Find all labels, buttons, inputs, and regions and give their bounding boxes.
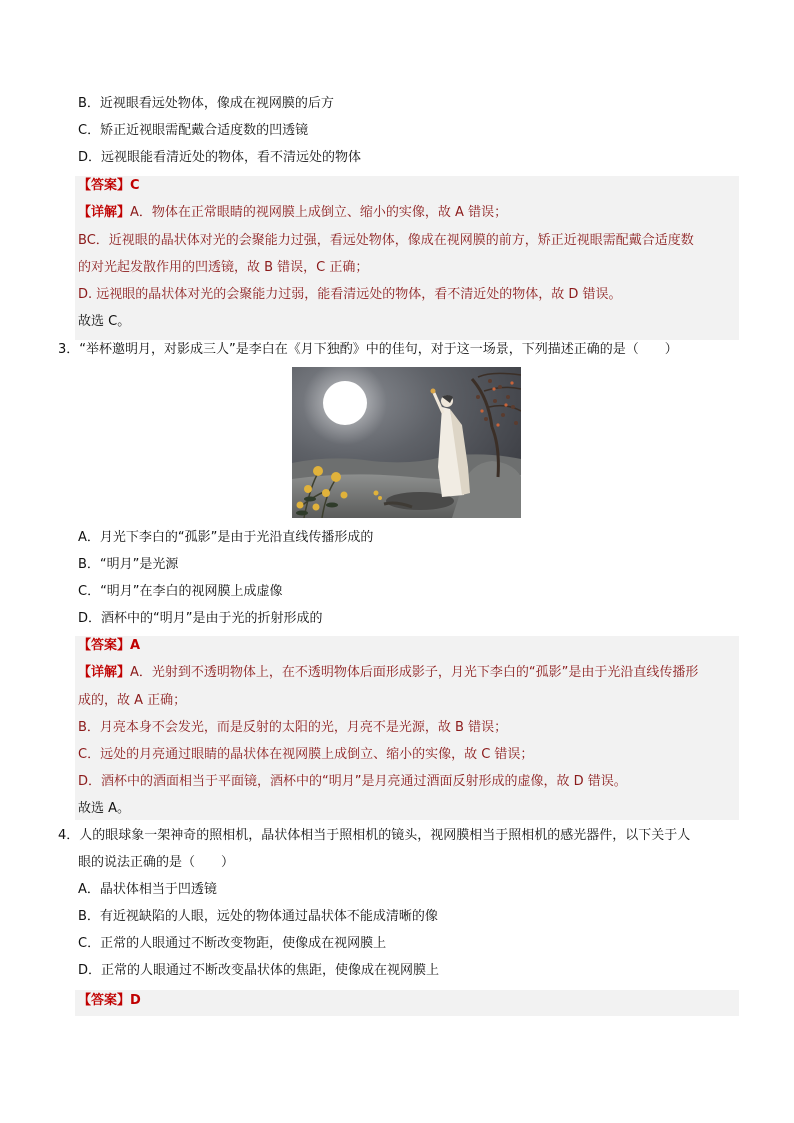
answer-label: 【答案】 bbox=[78, 178, 131, 193]
detail-line: D．酒杯中的酒面相当于平面镜，酒杯中的“明月”是月亮通过酒面反射形成的虚像，故 D 错误。 bbox=[78, 774, 627, 789]
option-c: C．“明月”在李白的视网膜上成虚像 bbox=[78, 584, 283, 599]
conclusion: 故选 A。 bbox=[78, 801, 131, 816]
option-c: C．矫正近视眼需配戴合适度数的凹透镜 bbox=[78, 123, 309, 138]
option-a: A．月光下李白的“孤影”是由于光沿直线传播形成的 bbox=[78, 530, 374, 545]
answer-line bbox=[78, 176, 140, 196]
answer-value: C bbox=[130, 178, 140, 193]
option-b: B．“明月”是光源 bbox=[78, 557, 179, 572]
conclusion: 故选 C。 bbox=[78, 314, 131, 329]
moon-night-illustration bbox=[292, 367, 521, 518]
option-b: B．有近视缺陷的人眼，远处的物体通过晶状体不能成清晰的像 bbox=[78, 909, 438, 924]
detail-line: BC．近视眼的晶状体对光的会聚能力过强，看远处物体，像成在视网膜的前方，矫正近视眼需配戴合适度数 bbox=[78, 233, 694, 248]
answer-value: D bbox=[130, 993, 141, 1008]
detail-text: A．光射到不透明物体上，在不透明物体后面形成影子，月光下李白的“孤影”是由于光沿直线传播形 bbox=[130, 665, 699, 680]
detail-text: A．物体在正常眼睛的视网膜上成倒立、缩小的实像，故 A 错误； bbox=[130, 205, 508, 220]
option-c: C．正常的人眼通过不断改变物距，使像成在视网膜上 bbox=[78, 936, 387, 951]
answer-line bbox=[78, 636, 140, 656]
option-a: A．晶状体相当于凹透镜 bbox=[78, 882, 217, 897]
detail-line: C．远处的月亮通过眼睛的晶状体在视网膜上成倒立、缩小的实像，故 C 错误； bbox=[78, 747, 534, 762]
option-b: B．近视眼看远处物体，像成在视网膜的后方 bbox=[78, 96, 334, 111]
detail-line: 成的，故 A 正确； bbox=[78, 693, 187, 708]
answer-box-q4 bbox=[75, 990, 739, 1016]
answer-label: 【答案】 bbox=[78, 638, 131, 653]
question-stem: 4．人的眼球象一架神奇的照相机，晶状体相当于照相机的镜头，视网膜相当于照相机的感光器件，以下关于人 bbox=[58, 828, 691, 843]
answer-line bbox=[78, 991, 141, 1011]
answer-box-q3 bbox=[75, 636, 739, 820]
detail-label: 【详解】 bbox=[78, 205, 131, 220]
detail-line bbox=[78, 663, 698, 683]
detail-line bbox=[78, 203, 507, 223]
detail-line: B．月亮本身不会发光，而是反射的太阳的光，月亮不是光源，故 B 错误； bbox=[78, 720, 508, 735]
option-d: D．正常的人眼通过不断改变晶状体的焦距，使像成在视网膜上 bbox=[78, 963, 440, 978]
answer-value: A bbox=[130, 638, 141, 653]
answer-box-q2 bbox=[75, 176, 739, 340]
detail-line: 的对光起发散作用的凹透镜，故 B 错误，C 正确； bbox=[78, 260, 369, 275]
question-stem: 3．“举杯邀明月，对影成三人”是李白在《月下独酌》中的佳句，对于这一场景，下列描述正确的是（ ） bbox=[58, 342, 678, 357]
answer-label: 【答案】 bbox=[78, 993, 131, 1008]
option-d: D．酒杯中的“明月”是由于光的折射形成的 bbox=[78, 611, 323, 626]
question-stem-cont: 眼的说法正确的是（ ） bbox=[78, 855, 235, 870]
option-d: D．远视眼能看清近处的物体，看不清远处的物体 bbox=[78, 150, 362, 165]
detail-line: D. 远视眼的晶状体对光的会聚能力过弱，能看清远处的物体，看不清近处的物体，故 D 错误。 bbox=[78, 287, 622, 302]
detail-label: 【详解】 bbox=[78, 665, 131, 680]
